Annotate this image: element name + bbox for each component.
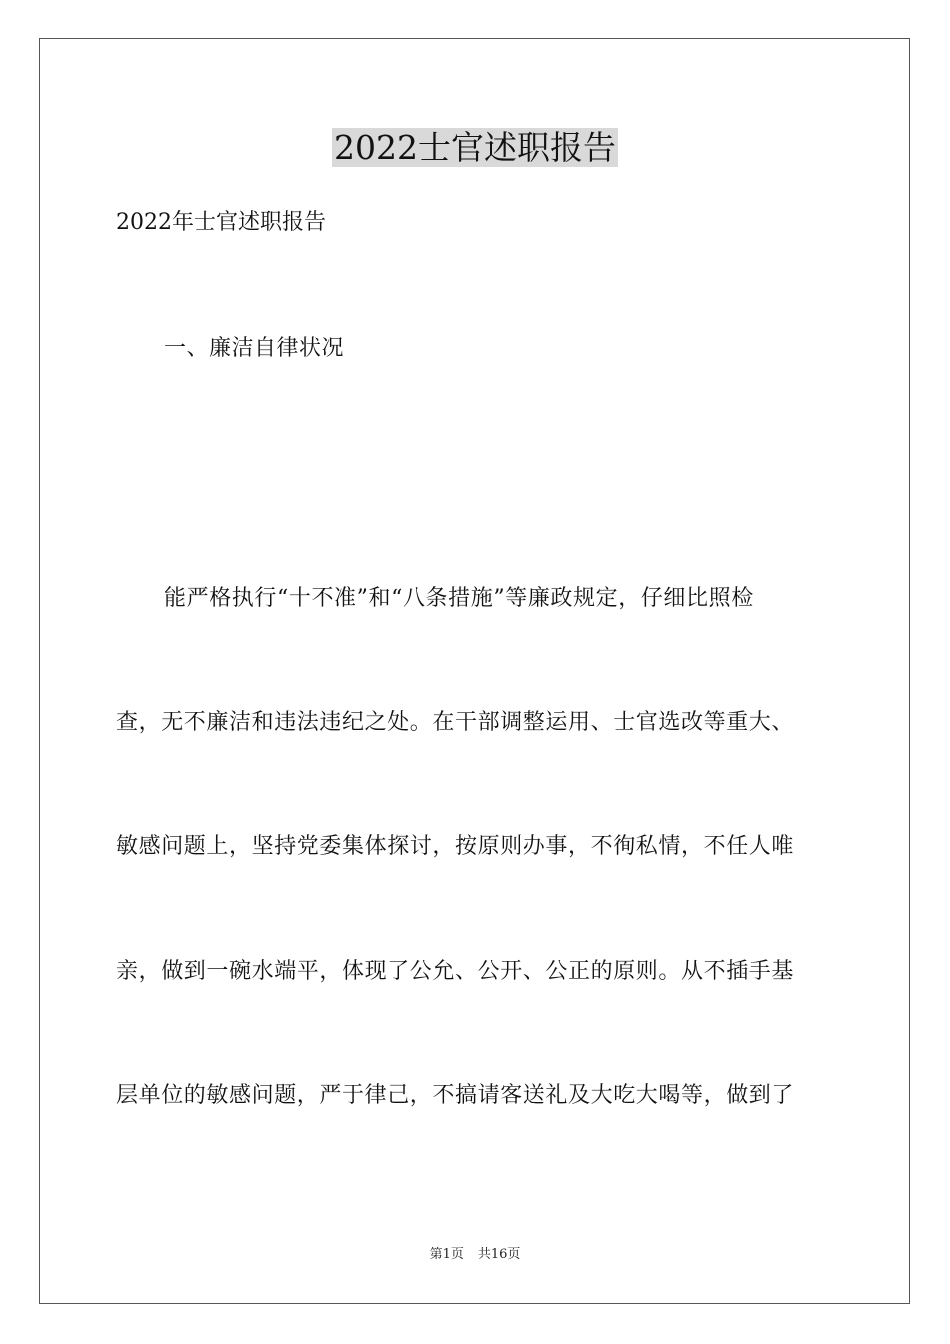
document-title-text: 2022士官述职报告: [334, 128, 616, 167]
paragraph-line-1: 能严格执行“十不准”和“八条措施”等廉政规定，仔细比照检: [164, 586, 754, 611]
document-title: [0, 125, 950, 171]
section-heading: 一、廉洁自律状况: [164, 336, 345, 361]
paragraph-line-5: 层单位的敏感问题，严于律己，不搞请客送礼及大吃大喝等，做到了: [116, 1083, 795, 1108]
page-footer: [0, 1246, 950, 1264]
page-total: 共16页: [477, 1247, 521, 1262]
paragraph-line-2: 查，无不廉洁和违法违纪之处。在干部调整运用、士官选改等重大、: [116, 710, 795, 735]
document-subtitle: 2022年士官述职报告: [116, 210, 326, 235]
paragraph-line-4: 亲，做到一碗水端平，体现了公允、公开、公正的原则。从不插手基: [116, 959, 795, 984]
paragraph-line-3: 敏感问题上，坚持党委集体探讨，按原则办事，不徇私情，不任人唯: [116, 834, 795, 859]
page-number: 第1页: [429, 1247, 464, 1262]
